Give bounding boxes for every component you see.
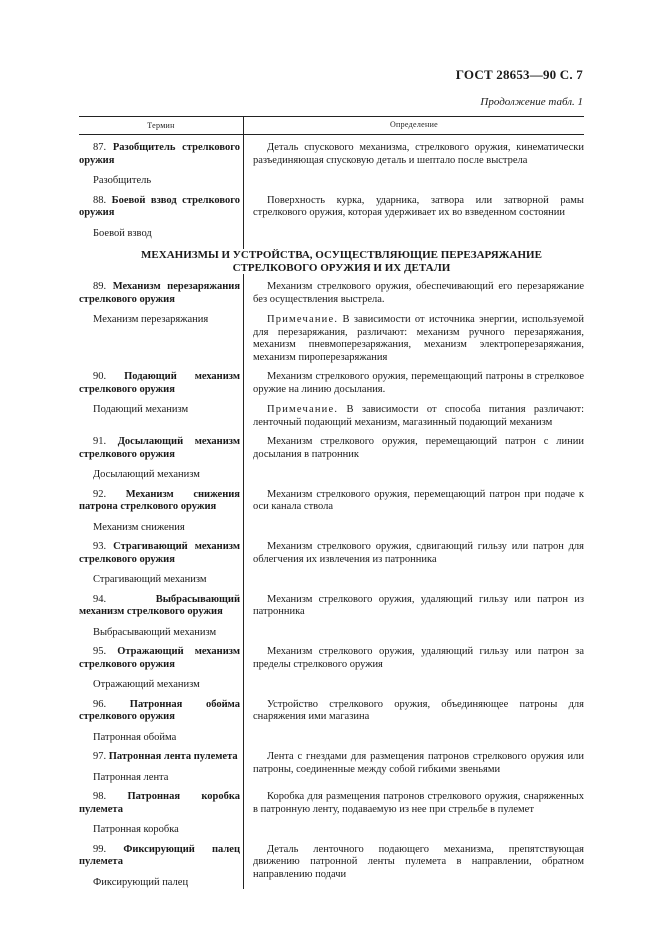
column-header-term: Термин — [79, 117, 244, 134]
term-number: 99. — [93, 843, 107, 855]
term-name: Страгивающий механизм стрелкового оружия — [79, 541, 240, 565]
term-number: 94. — [93, 593, 107, 605]
table-row — [79, 791, 584, 837]
term-name: Подающий механизм стрелкового оружия — [79, 371, 241, 395]
short-term: Досылающий механизм — [93, 469, 200, 480]
note-label: Примечание. — [267, 404, 339, 415]
term-name: Выбрасывающий механизм стрелкового оружия — [79, 593, 240, 617]
short-term: Патронная обойма — [93, 731, 177, 743]
short-term: Механизм снижения — [93, 521, 185, 533]
term-number: 89. — [93, 281, 107, 292]
terms-table — [79, 116, 584, 889]
term-name: Патронная лента пулемета — [108, 751, 238, 762]
term-name: Механизм снижения патрона стрелкового оружия — [79, 488, 240, 512]
term-number: 91. — [93, 436, 107, 447]
definition-text: Лента с гнездами для размещения патронов стрелкового оружия или патроны, соединенные между собой гибкими звеньями — [253, 751, 584, 775]
term-name: Фиксирующий палец пулемета — [79, 843, 240, 867]
term-name: Патронная обойма стрелкового оружия — [79, 698, 241, 722]
term-name: Досылающий механизм стрелкового оружия — [79, 436, 240, 460]
table-row — [79, 699, 584, 745]
term-cell — [79, 751, 240, 764]
term-cell — [79, 844, 240, 869]
table-row — [79, 541, 584, 587]
short-term: Отражающий механизм — [93, 679, 200, 690]
definition-cell — [243, 751, 584, 784]
table-row — [79, 142, 584, 188]
term-name: Боевой взвод стрелкового оружия — [79, 194, 241, 218]
definition-cell — [243, 142, 584, 188]
definition-text: Устройство стрелкового оружия, объединяющее патроны для снаряжения ими магазина — [253, 698, 584, 722]
table-continuation-label: Продолжение табл. 1 — [480, 96, 583, 108]
table-row — [79, 751, 584, 784]
definition-text: Механизм стрелкового оружия, перемещающий патрон с линии досылания в патронник — [253, 436, 584, 460]
table-header — [79, 116, 584, 135]
term-name: Отражающий механизм стрелкового оружия — [79, 646, 240, 670]
definition-cell — [243, 699, 584, 745]
term-number: 88. — [93, 194, 107, 206]
definition-cell — [243, 594, 584, 640]
short-term: Боевой взвод — [93, 227, 152, 239]
definition-text: Механизм стрелкового оружия, обеспечивающий его перезаряжание без осуществления выстрела. — [253, 281, 584, 305]
definition-cell — [243, 541, 584, 587]
term-number: 92. — [93, 488, 107, 500]
short-term: Разобщитель — [93, 175, 152, 186]
page-header: ГОСТ 28653—90 С. 7 — [455, 67, 583, 82]
short-term: Патронная коробка — [93, 824, 179, 835]
short-term: Механизм перезаряжания — [93, 314, 209, 325]
short-term: Фиксирующий палец — [93, 876, 189, 888]
term-cell — [79, 489, 240, 514]
term-name: Разобщитель стрелкового оружия — [79, 142, 240, 166]
short-term: Патронная лента — [93, 771, 169, 783]
definition-text: Механизм стрелкового оружия, удаляющий гильзу или патрон за пределы стрелкового оружия — [253, 646, 584, 670]
short-term: Страгивающий механизм — [93, 574, 207, 585]
term-name: Патронная коробка пулемета — [79, 791, 240, 815]
column-header-definition: Определение — [389, 120, 439, 130]
column-divider — [243, 133, 244, 889]
definition-cell — [243, 436, 584, 482]
term-number: 95. — [93, 646, 107, 657]
definition-cell — [243, 646, 584, 692]
term-cell — [79, 699, 240, 724]
short-term: Подающий механизм — [93, 404, 189, 415]
table-row — [79, 436, 584, 482]
table-row — [79, 371, 584, 429]
definition-text: Механизм стрелкового оружия, удаляющий гильзу или патрон из патронника — [253, 593, 584, 617]
term-number: 97. — [93, 751, 107, 762]
definition-cell — [243, 844, 584, 890]
note — [253, 404, 584, 429]
term-cell — [79, 594, 240, 619]
term-cell — [79, 142, 240, 167]
table-row — [79, 594, 584, 640]
short-term: Выбрасывающий механизм — [93, 626, 217, 638]
term-name: Механизм перезаряжания стрелкового оружия — [79, 281, 240, 305]
note-text: В зависимости от способа питания различают: ленточный подающий механизм, магазинный подающий механизм — [253, 404, 584, 428]
table-row — [79, 844, 584, 890]
definition-cell — [243, 371, 584, 429]
term-cell — [79, 646, 240, 671]
term-cell — [79, 791, 240, 816]
table-row — [79, 489, 584, 535]
definition-text: Коробка для размещения патронов стрелкового оружия, снаряженных в патронную ленту, подаваемую из нее при стрельбе в пулемет — [253, 791, 584, 815]
definition-text: Поверхность курка, ударника, затвора или затворной рамы стрелкового оружия, которая удерживает их во взведенном состоянии — [253, 194, 584, 218]
term-cell — [79, 371, 240, 396]
term-cell — [79, 436, 240, 461]
term-number: 96. — [93, 698, 107, 710]
table-row — [79, 195, 584, 241]
definition-cell — [243, 195, 584, 241]
definition-cell — [243, 281, 584, 364]
note-label: Примечание. — [267, 314, 339, 325]
definition-text: Деталь спускового механизма, стрелкового оружия, кинематически разъединяющая спусковую деталь и шептало после выстрела — [253, 142, 584, 166]
note-text: В зависимости от источника энергии, используемой для перезаряжания, различают: механизм ручного перезаряжания, механизм пневмоперезаряжания, механизм электроперезаряжания, механизм пироперезаряжания — [253, 314, 584, 363]
term-number: 93. — [93, 541, 107, 552]
term-number: 87. — [93, 142, 107, 153]
definition-cell — [243, 791, 584, 837]
definition-text: Механизм стрелкового оружия, перемещающий патрон при подаче к оси канала ствола — [253, 488, 584, 512]
table-row — [79, 281, 584, 364]
definition-text: Механизм стрелкового оружия, сдвигающий гильзу или патрон для облегчения их извлечения из патронника — [253, 541, 584, 565]
term-number: 90. — [93, 371, 107, 382]
table-row — [79, 646, 584, 692]
term-cell — [79, 195, 240, 220]
definition-cell — [243, 489, 584, 535]
term-cell — [79, 541, 240, 566]
term-cell — [79, 281, 240, 306]
definition-text: Деталь ленточного подающего механизма, препятствующая движению патронной ленты пулемета в направлении, обратном направлению подачи — [253, 843, 584, 880]
section-title: МЕХАНИЗМЫ И УСТРОЙСТВА, ОСУЩЕСТВЛЯЮЩИЕ ПЕРЕЗАРЯЖАНИЕ СТРЕЛКОВОГО ОРУЖИЯ И ИХ ДЕТАЛИ — [79, 249, 584, 274]
note — [253, 314, 584, 364]
term-number: 98. — [93, 791, 107, 802]
definition-text: Механизм стрелкового оружия, перемещающий патроны в стрелковое оружие на линию досылания. — [253, 371, 584, 395]
